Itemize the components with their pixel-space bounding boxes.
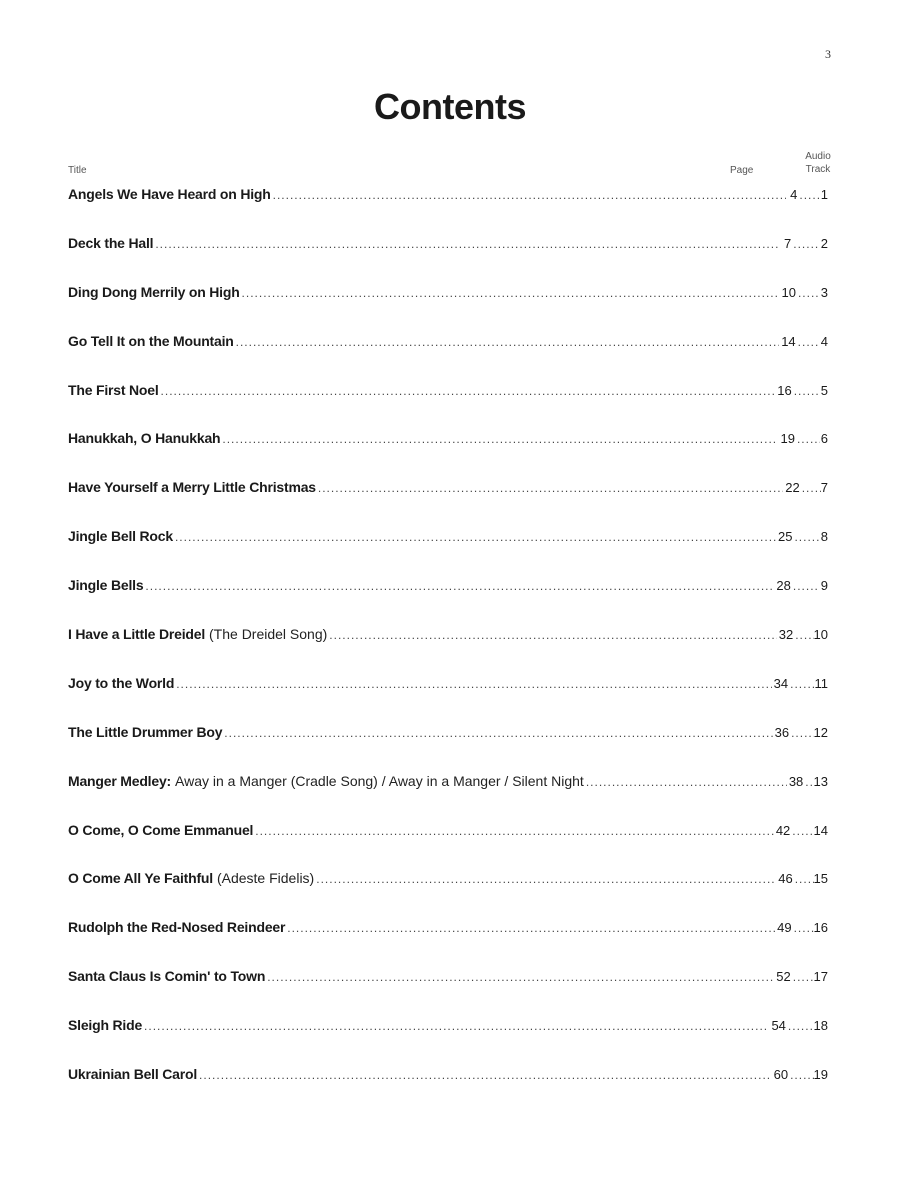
entry-title: O Come, O Come Emmanuel: [68, 821, 254, 838]
entry-audio-track: 12: [813, 724, 828, 740]
contents-entry[interactable]: [68, 235, 828, 284]
dot-leader: [175, 530, 776, 544]
dot-leader: [794, 530, 819, 544]
dot-leader: [795, 872, 814, 886]
entry-title: The Little Drummer Boy: [68, 723, 223, 740]
entry-title: Hanukkah, O Hanukkah: [68, 430, 221, 447]
entry-page-number: 7: [784, 235, 792, 251]
dot-leader: [255, 824, 774, 838]
entry-title: Deck the Hall: [68, 234, 154, 251]
contents-entry[interactable]: [68, 870, 828, 919]
dot-leader: [222, 432, 778, 446]
entry-title: Joy to the World: [68, 674, 175, 691]
contents-entry[interactable]: [68, 577, 828, 626]
dot-leader: [802, 481, 821, 495]
contents-entry[interactable]: [68, 773, 828, 822]
entry-subtitle: (Adeste Fidelis): [216, 870, 315, 887]
entry-title: Santa Claus Is Comin' to Town: [68, 968, 266, 985]
entry-page-number: 60: [773, 1067, 789, 1083]
dot-leader: [267, 970, 774, 984]
dot-leader: [273, 188, 786, 202]
entry-audio-track: 14: [813, 822, 828, 838]
dot-leader: [798, 286, 820, 300]
entry-page-number: 25: [777, 529, 793, 545]
dot-leader: [155, 237, 777, 251]
contents-entry[interactable]: [68, 479, 828, 528]
entry-audio-track: 9: [820, 578, 828, 594]
entry-page-number: 4: [790, 187, 798, 202]
entry-page-number: 32: [778, 627, 794, 643]
dot-leader: [799, 188, 820, 202]
entry-title: Ukrainian Bell Carol: [68, 1066, 198, 1083]
entry-title: Jingle Bell Rock: [68, 528, 173, 545]
column-header-page: Page: [730, 165, 754, 176]
entry-page-number: 16: [777, 382, 792, 398]
contents-entry[interactable]: [68, 822, 828, 871]
column-header-title: Title: [68, 165, 87, 176]
entry-page-number: 52: [776, 969, 791, 985]
entry-audio-track: 15: [813, 871, 828, 887]
contents-entry[interactable]: [68, 1066, 828, 1115]
entry-page-number: 19: [780, 431, 795, 447]
entry-title: Ding Dong Merrily on High: [68, 283, 240, 300]
entry-audio-track: 3: [820, 284, 828, 300]
contents-entry[interactable]: [68, 919, 828, 968]
entry-title: Rudolph the Red-Nosed Reindeer: [68, 919, 286, 936]
entry-audio-track: 8: [820, 529, 829, 545]
entry-audio-track: 10: [813, 627, 828, 643]
entry-page-number: 46: [778, 871, 793, 887]
dot-leader: [161, 384, 776, 398]
entry-audio-track: 4: [820, 333, 828, 349]
contents-entry[interactable]: [68, 333, 828, 382]
dot-leader: [242, 286, 780, 300]
entry-audio-track: 1: [820, 187, 828, 202]
entry-audio-track: 18: [813, 1018, 828, 1034]
entry-audio-track: 2: [820, 235, 828, 251]
column-header-audio-line2: Track: [805, 164, 831, 175]
dot-leader: [798, 335, 820, 349]
column-header-audio-track: [800, 150, 836, 176]
dot-leader: [788, 1019, 814, 1033]
column-header-audio-line1: Audio: [805, 151, 831, 162]
dot-leader: [318, 481, 783, 495]
entry-title: Manger Medley:: [68, 772, 171, 789]
entry-audio-track: 6: [820, 431, 828, 447]
dot-leader: [794, 384, 819, 398]
entry-audio-track: 13: [813, 773, 828, 789]
entry-audio-track: 7: [820, 480, 828, 496]
contents-entry[interactable]: [68, 382, 828, 431]
entry-page-number: 22: [785, 480, 800, 496]
dot-leader: [797, 432, 820, 446]
dot-leader: [224, 726, 772, 740]
dot-leader: [805, 775, 813, 789]
entry-page-number: 36: [774, 724, 790, 740]
entry-title: Sleigh Ride: [68, 1017, 143, 1034]
dot-leader: [794, 921, 814, 935]
entry-subtitle: Away in a Manger (Cradle Song) / Away in a Manger / Silent Night: [175, 772, 584, 789]
entry-page-number: 14: [781, 333, 796, 349]
dot-leader: [236, 335, 780, 349]
entry-audio-track: 17: [813, 969, 828, 985]
contents-entry[interactable]: [68, 675, 828, 724]
contents-entry[interactable]: [68, 626, 828, 675]
entry-page-number: 34: [773, 675, 789, 691]
contents-entry[interactable]: [68, 968, 828, 1017]
contents-entry[interactable]: [68, 284, 828, 333]
entry-page-number: 10: [781, 284, 796, 300]
entry-page-number: 28: [776, 578, 791, 594]
entry-subtitle: (The Dreidel Song): [209, 626, 328, 643]
entry-title: I Have a Little Dreidel: [68, 626, 206, 643]
dot-leader: [793, 970, 814, 984]
contents-entry[interactable]: [68, 1017, 828, 1066]
entry-title: Have Yourself a Merry Little Christmas: [68, 479, 316, 496]
dot-leader: [144, 1019, 769, 1033]
dot-leader: [791, 726, 813, 740]
entry-audio-track: 5: [820, 382, 828, 398]
dot-leader: [793, 579, 819, 593]
contents-entry[interactable]: [68, 186, 828, 235]
contents-entry[interactable]: [68, 724, 828, 773]
entry-title: The First Noel: [68, 381, 159, 398]
entry-audio-track: 11: [814, 675, 828, 691]
entry-title: Angels We Have Heard on High: [68, 186, 271, 202]
entry-audio-track: 19: [813, 1067, 828, 1083]
dot-leader: [176, 677, 771, 691]
entry-title: Go Tell It on the Mountain: [68, 332, 234, 349]
dot-leader: [795, 628, 813, 642]
contents-list: [68, 186, 828, 1115]
dot-leader: [586, 775, 787, 789]
entry-page-number: 38: [788, 773, 804, 789]
dot-leader: [287, 921, 775, 935]
dot-leader: [329, 628, 776, 642]
dot-leader: [145, 579, 774, 593]
entry-audio-track: 16: [813, 920, 828, 936]
contents-entry[interactable]: [68, 430, 828, 479]
entry-title: Jingle Bells: [68, 577, 144, 594]
dot-leader: [790, 1068, 813, 1082]
dot-leader: [316, 872, 776, 886]
dot-leader: [199, 1068, 772, 1082]
dot-leader: [792, 824, 813, 838]
contents-entry[interactable]: [68, 528, 828, 577]
entry-title: O Come All Ye Faithful: [68, 870, 213, 887]
dot-leader: [790, 677, 814, 691]
page-title: Contents: [374, 86, 526, 127]
entry-page-number: 42: [775, 822, 791, 838]
dot-leader: [793, 237, 818, 251]
entry-page-number: 49: [777, 920, 792, 936]
page-number: 3: [825, 47, 831, 61]
entry-page-number: 54: [771, 1018, 786, 1034]
